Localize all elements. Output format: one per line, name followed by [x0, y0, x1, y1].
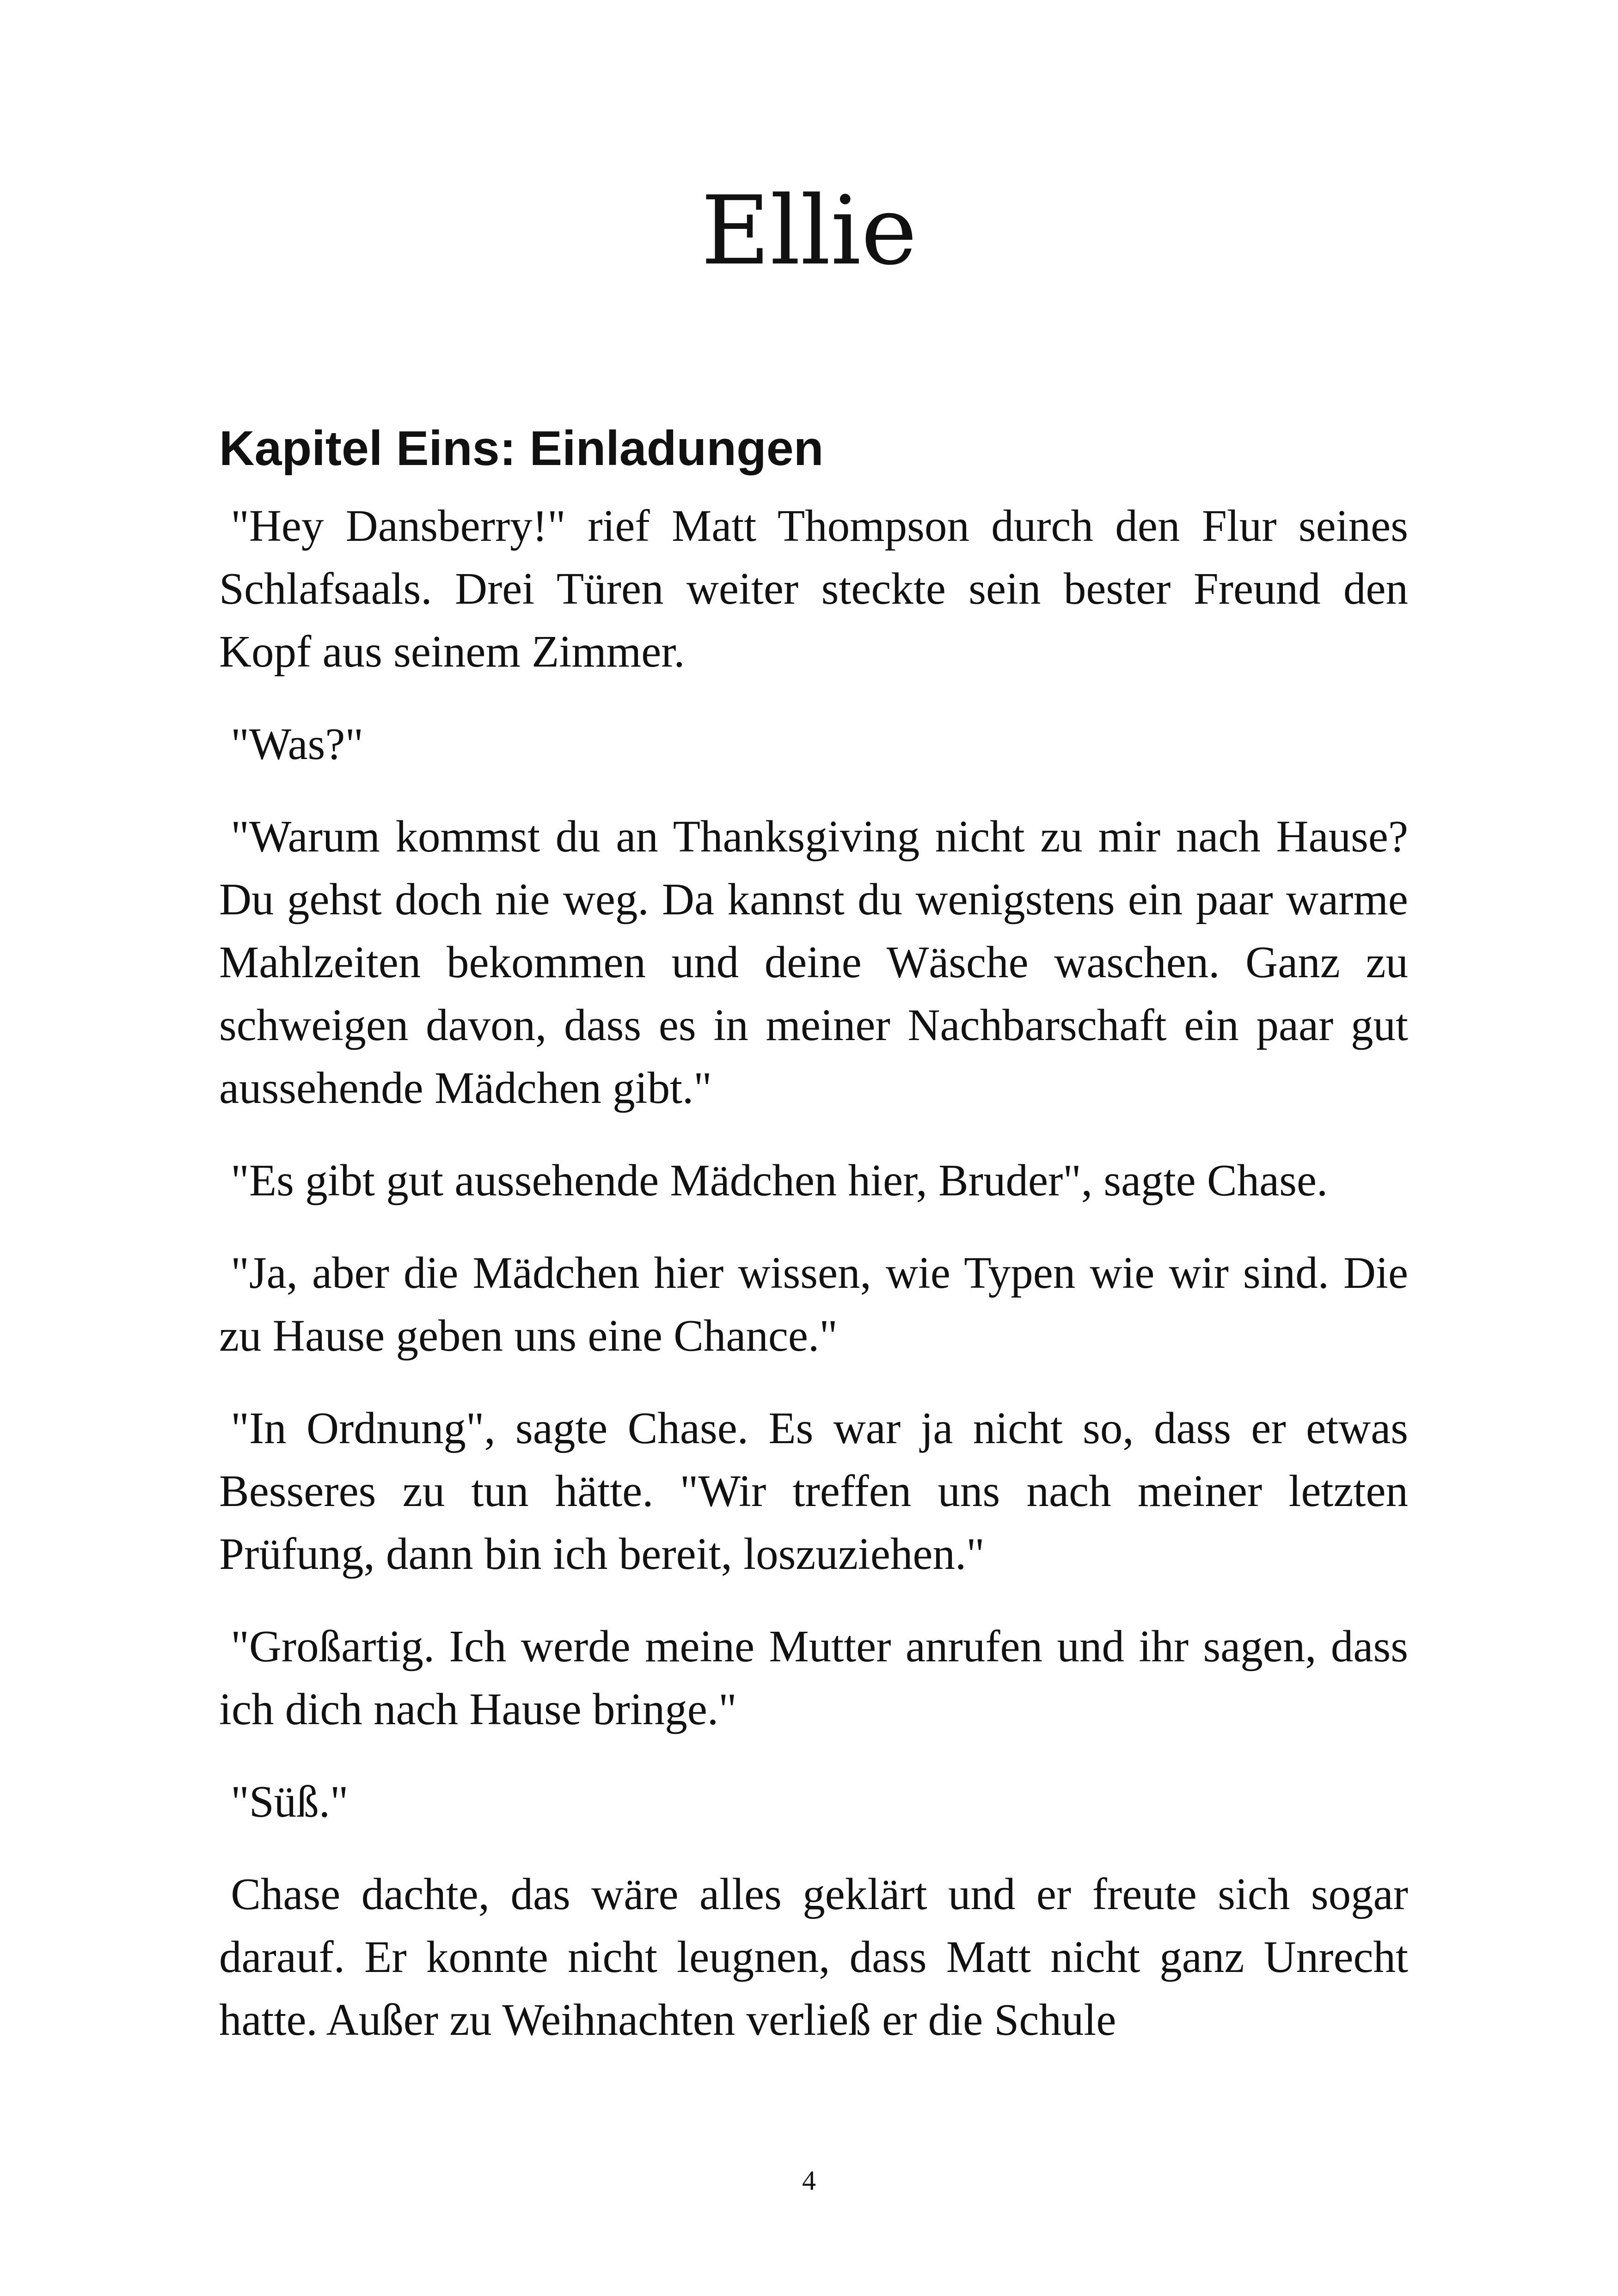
- paragraph: "In Ordnung", sagte Chase. Es war ja nicht so, dass er etwas Besseres zu tun hätte. "Wir treffen uns nach meiner letzten Prüfung, dann bin ich bereit, loszuziehen.": [219, 1403, 1408, 1579]
- paragraph: "Hey Dansberry!" rief Matt Thompson durch den Flur seines Schlafsaals. Drei Türen weiter steckte sein bester Freund den Kopf aus seinem Zimmer.: [219, 501, 1408, 676]
- paragraph: "Großartig. Ich werde meine Mutter anrufen und ihr sagen, dass ich dich nach Hause bringe.": [219, 1622, 1408, 1734]
- page-number: 4: [802, 2165, 816, 2196]
- book-title: Ellie: [701, 176, 917, 286]
- paragraph: "Warum kommst du an Thanksgiving nicht zu mir nach Hause? Du gehst doch nie weg. Da kannst du wenigstens ein paar warme Mahlzeiten bekommen und deine Wäsche waschen. Ganz zu schweigen davon, dass es in meiner Nachbarschaft ein paar gut aussehende Mädchen gibt.": [219, 812, 1408, 1113]
- paragraph: Chase dachte, das wäre alles geklärt und er freute sich sogar darauf. Er konnte nicht leugnen, dass Matt nicht ganz Unrecht hatte. Außer zu Weihnachten verließ er die Schule: [219, 1869, 1408, 2045]
- chapter-heading: Kapitel Eins: Einladungen: [219, 421, 824, 476]
- paragraph: "Süß.": [231, 1777, 349, 1826]
- paragraph: "Ja, aber die Mädchen hier wissen, wie Typen wie wir sind. Die zu Hause geben uns eine Chance.": [219, 1248, 1408, 1360]
- chapter-body: [219, 495, 1408, 2051]
- paragraph: "Es gibt gut aussehende Mädchen hier, Bruder", sagte Chase.: [231, 1156, 1328, 1205]
- paragraph: "Was?": [231, 719, 364, 769]
